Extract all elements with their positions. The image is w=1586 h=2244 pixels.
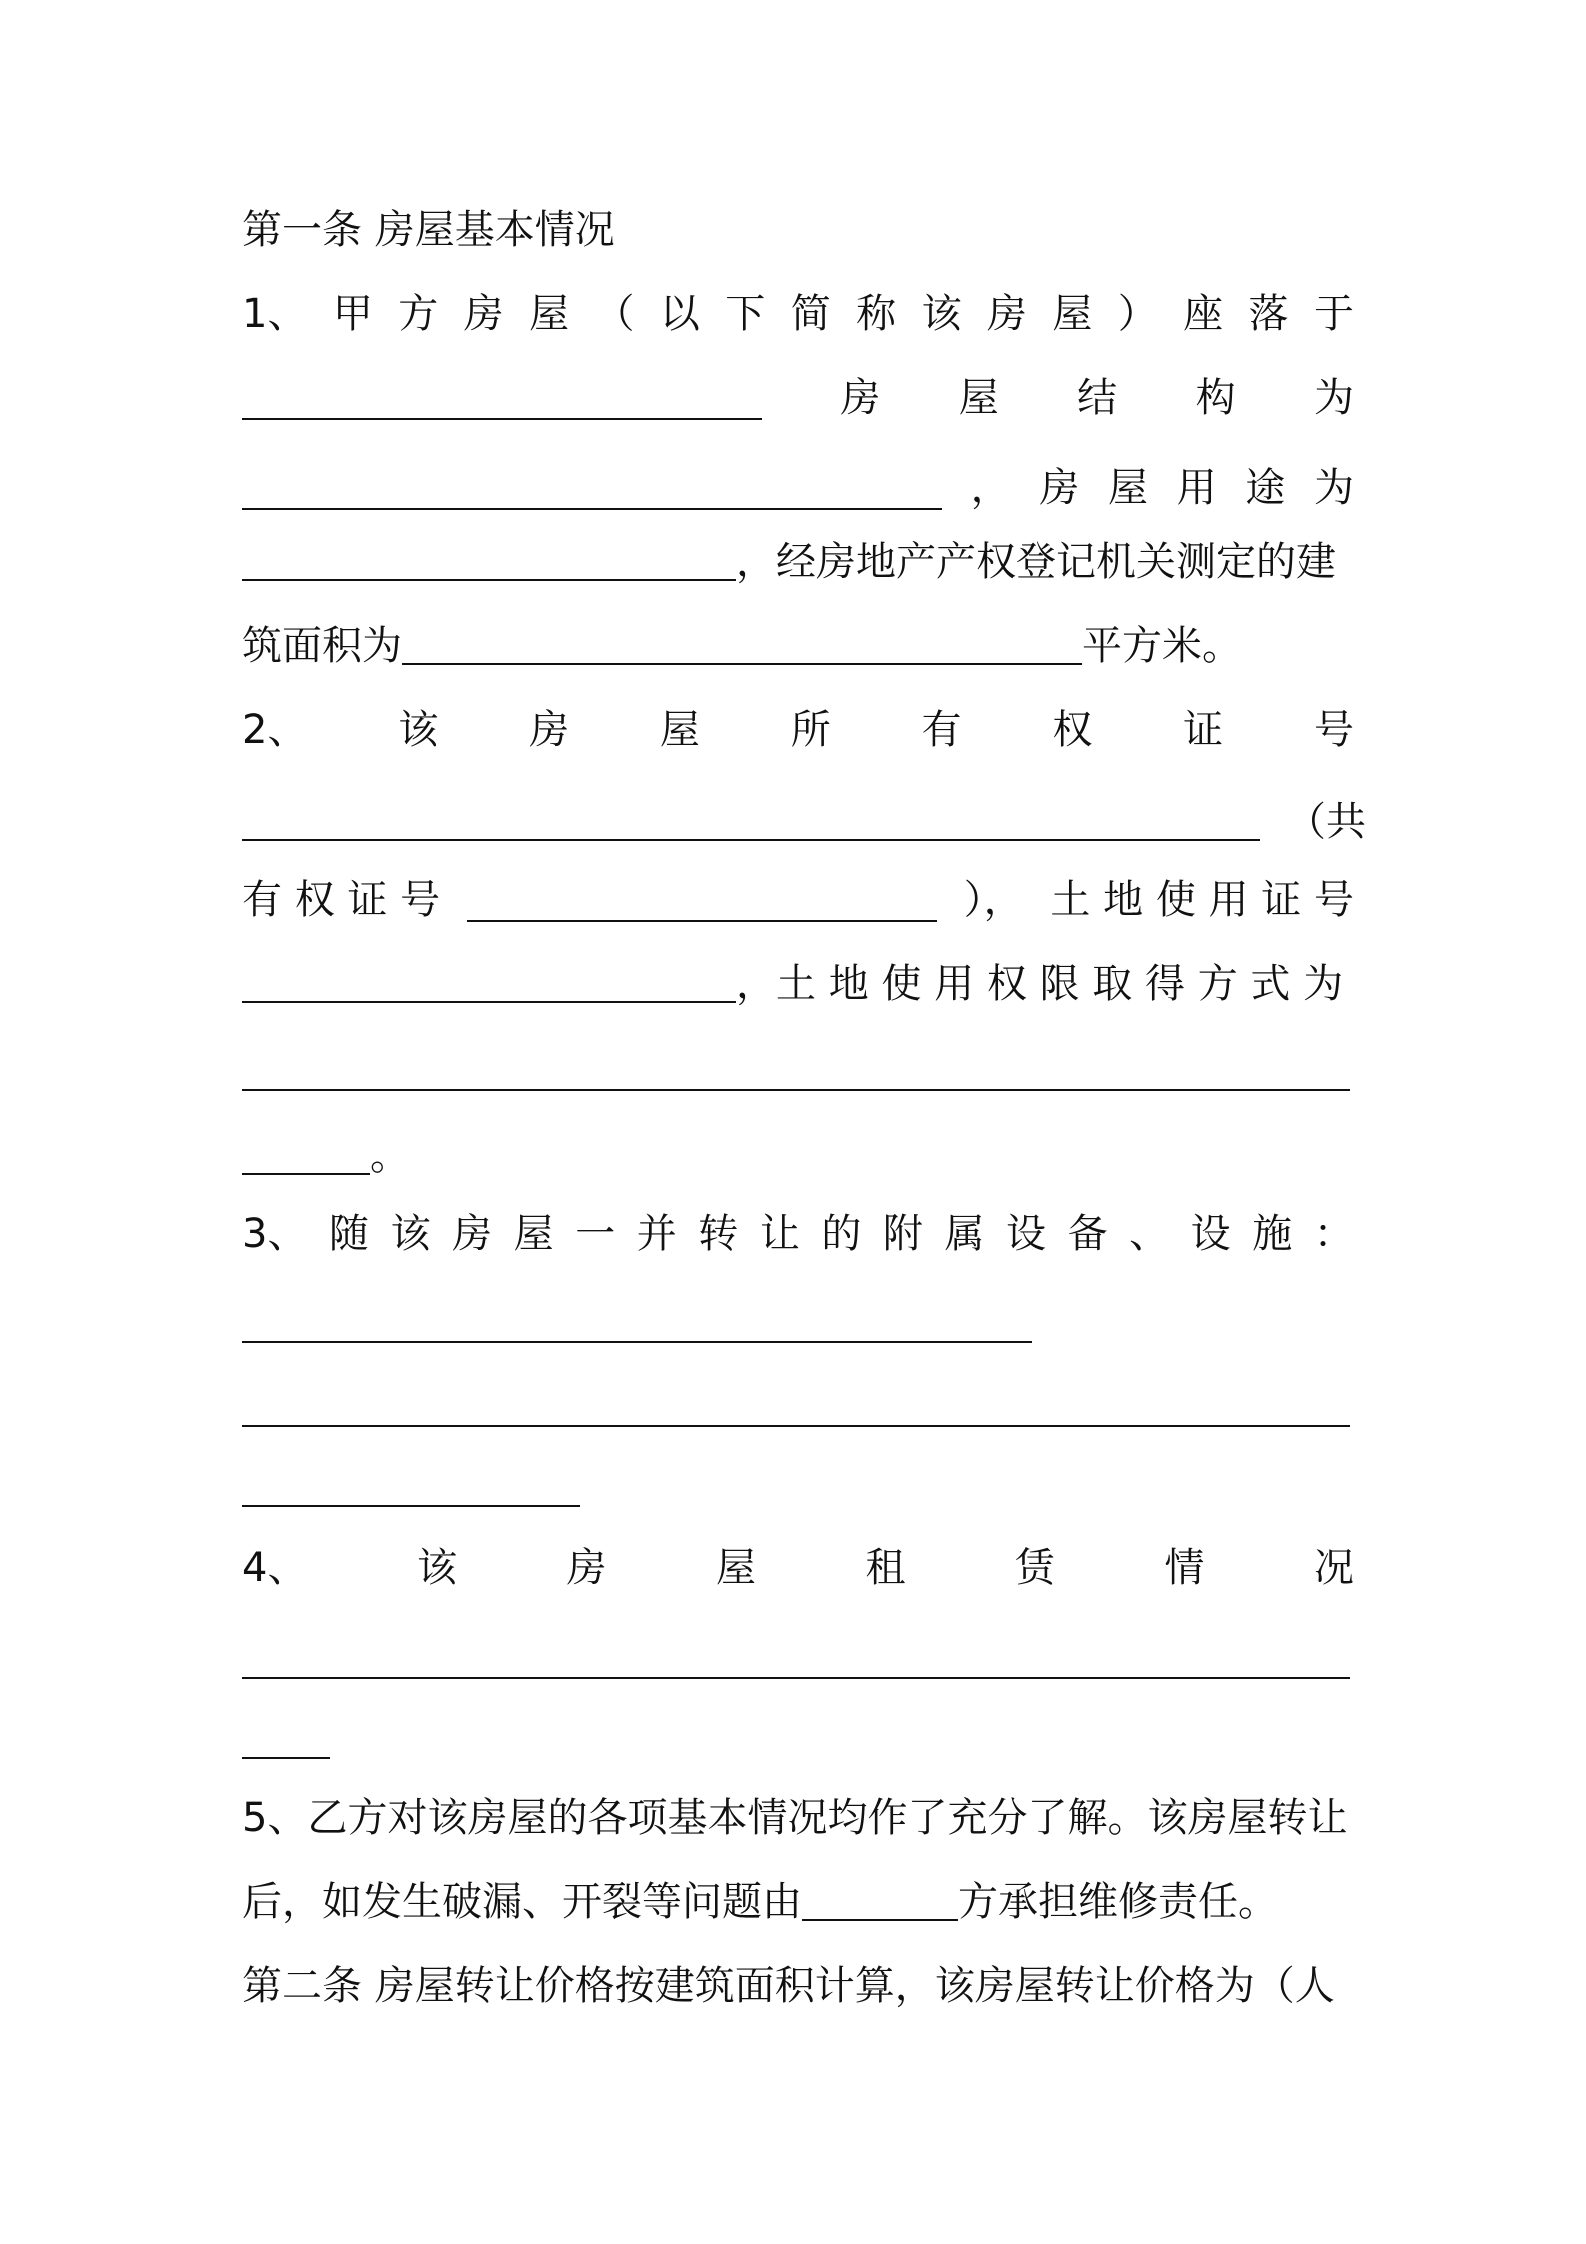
land-right-method-blank-cont[interactable] bbox=[242, 1133, 370, 1175]
item1-line1-char-4: 房 bbox=[463, 291, 504, 337]
facilities-blank-2[interactable] bbox=[242, 1385, 1350, 1427]
item1-line1-char-3: 方 bbox=[398, 291, 439, 337]
item3-line2 bbox=[242, 1296, 1354, 1352]
item4-line1-char-5: 租 bbox=[865, 1545, 906, 1591]
item3-line1-char-14: 备 bbox=[1067, 1211, 1108, 1257]
item1-line1-char-10: 称 bbox=[856, 291, 897, 337]
usage-label-6: 为 bbox=[1313, 465, 1354, 511]
item3-line1-char-7: 并 bbox=[636, 1211, 677, 1257]
item1-line1-char-15: 座 bbox=[1183, 291, 1224, 337]
item2-line5 bbox=[242, 1044, 1354, 1100]
item4-line1-char-7: 情 bbox=[1164, 1545, 1205, 1591]
item1-line1-char-9: 简 bbox=[790, 291, 831, 337]
item1-line1-char-12: 房 bbox=[986, 291, 1027, 337]
item4-line1-char-1: 4、 bbox=[242, 1545, 308, 1591]
usage-label-5: 途 bbox=[1245, 465, 1286, 511]
item4-line1-char-8: 况 bbox=[1313, 1545, 1354, 1591]
article1-title: 第一条 房屋基本情况 bbox=[242, 207, 615, 253]
item1-line1-char-14: ） bbox=[1117, 291, 1158, 337]
item3-line1-char-6: 一 bbox=[575, 1211, 616, 1257]
item3-line1-char-9: 让 bbox=[759, 1211, 800, 1257]
item1-line1-char-5: 屋 bbox=[529, 291, 570, 337]
item4-line1-char-4: 屋 bbox=[715, 1545, 756, 1591]
item5-line1: 5、乙方对该房屋的各项基本情况均作了充分了解。该房屋转让 bbox=[242, 1795, 1348, 1841]
repair-prefix: 后，如发生破漏、开裂等问题由 bbox=[242, 1879, 802, 1925]
item1-line1-char-13: 屋 bbox=[1052, 291, 1093, 337]
item5-line2 bbox=[242, 1874, 1354, 1930]
joint-cert-label: 有 权 证 号 bbox=[242, 877, 441, 923]
structure-blank[interactable] bbox=[242, 468, 942, 510]
item1-line1-char-7: 以 bbox=[659, 291, 700, 337]
article2-line1: 第二条 房屋转让价格按建筑面积计算，该房屋转让价格为（人 bbox=[242, 1963, 1335, 2009]
item3-line1-char-8: 转 bbox=[698, 1211, 739, 1257]
usage-label-4: 用 bbox=[1176, 465, 1217, 511]
item1-line1-char-16: 落 bbox=[1248, 291, 1289, 337]
item2-line1-char-1: 2、 bbox=[242, 707, 308, 753]
item2-line2 bbox=[242, 794, 1366, 850]
item1-line2 bbox=[242, 370, 1354, 426]
usage-label-3: 屋 bbox=[1107, 465, 1148, 511]
item2-line1-char-6: 有 bbox=[921, 707, 962, 753]
item2-period: 。 bbox=[370, 1133, 410, 1179]
item3-line3 bbox=[242, 1380, 1354, 1436]
item1-line4 bbox=[242, 534, 1354, 590]
item2-line1-char-2: 该 bbox=[398, 707, 439, 753]
joint-cert-open: （共 bbox=[1286, 799, 1366, 845]
item2-line6 bbox=[242, 1128, 1354, 1184]
item2-line1-char-9: 号 bbox=[1313, 707, 1354, 753]
item4-line3 bbox=[242, 1712, 1354, 1768]
item1-line5 bbox=[242, 618, 1354, 674]
area-lead-text: ，经房地产产权登记机关测定的建 bbox=[736, 539, 1336, 585]
item3-line1-char-17: 施 bbox=[1252, 1211, 1293, 1257]
lease-blank-1[interactable] bbox=[242, 1637, 1350, 1679]
item2-line1-char-5: 所 bbox=[790, 707, 831, 753]
item1-line1-char-17: 于 bbox=[1313, 291, 1354, 337]
item4-line1 bbox=[242, 1540, 1354, 1596]
item1-line1-char-1: 1、 bbox=[242, 291, 308, 337]
item1-line1-char-6: （ bbox=[594, 291, 635, 337]
item3-line1 bbox=[242, 1206, 1354, 1262]
item3-line1-char-11: 附 bbox=[882, 1211, 923, 1257]
item1-line1-char-11: 该 bbox=[921, 291, 962, 337]
item4-line1-char-3: 房 bbox=[566, 1545, 607, 1591]
repair-party-blank[interactable] bbox=[802, 1879, 958, 1921]
item2-line1-char-4: 屋 bbox=[659, 707, 700, 753]
facilities-blank-1[interactable] bbox=[242, 1301, 1032, 1343]
joint-cert-close: ）， bbox=[963, 877, 1024, 923]
structure-label-1: 房 bbox=[840, 375, 881, 421]
item2-line3 bbox=[242, 872, 1354, 928]
area-blank[interactable] bbox=[402, 623, 1082, 665]
usage-label-1: ， bbox=[970, 465, 1011, 511]
structure-label-5: 为 bbox=[1313, 375, 1354, 421]
item2-line1-char-8: 证 bbox=[1183, 707, 1224, 753]
item3-line1-char-3: 该 bbox=[390, 1211, 431, 1257]
area-suffix: 平方米。 bbox=[1082, 623, 1242, 669]
structure-label-2: 屋 bbox=[958, 375, 999, 421]
item2-line4 bbox=[242, 956, 1354, 1012]
land-cert-blank[interactable] bbox=[242, 961, 736, 1003]
item3-line1-char-18: ： bbox=[1313, 1211, 1354, 1257]
item1-line3 bbox=[242, 460, 1354, 516]
item3-line1-char-15: 、 bbox=[1129, 1211, 1170, 1257]
item1-line1-char-2: 甲 bbox=[332, 291, 373, 337]
cert-number-blank[interactable] bbox=[242, 799, 1260, 841]
item4-line1-char-2: 该 bbox=[416, 1545, 457, 1591]
repair-suffix: 方承担维修责任。 bbox=[958, 1879, 1278, 1925]
item2-line1-char-3: 房 bbox=[529, 707, 570, 753]
land-right-method-label: ，土 地 使 用 权 限 取 得 方 式 为 bbox=[736, 961, 1344, 1007]
item3-line4 bbox=[242, 1460, 1354, 1516]
item3-line1-char-16: 设 bbox=[1190, 1211, 1231, 1257]
item4-line1-char-6: 赁 bbox=[1014, 1545, 1055, 1591]
land-cert-label: 土 地 使 用 证 号 bbox=[1050, 877, 1354, 923]
usage-blank[interactable] bbox=[242, 539, 736, 581]
item3-line1-char-10: 的 bbox=[821, 1211, 862, 1257]
lease-blank-2[interactable] bbox=[242, 1717, 330, 1759]
item3-line1-char-12: 属 bbox=[944, 1211, 985, 1257]
item3-line1-char-13: 设 bbox=[1006, 1211, 1047, 1257]
facilities-blank-3[interactable] bbox=[242, 1465, 580, 1507]
item1-line1-char-8: 下 bbox=[725, 291, 766, 337]
item1-line1 bbox=[242, 286, 1354, 342]
address-blank[interactable] bbox=[242, 378, 762, 420]
item3-line1-char-5: 屋 bbox=[513, 1211, 554, 1257]
joint-cert-blank[interactable] bbox=[467, 880, 937, 922]
item3-line1-char-2: 随 bbox=[329, 1211, 369, 1257]
item4-line2 bbox=[242, 1632, 1354, 1688]
structure-label-4: 构 bbox=[1195, 375, 1236, 421]
usage-label-2: 房 bbox=[1039, 465, 1080, 511]
area-prefix: 筑面积为 bbox=[242, 623, 402, 669]
structure-label-3: 结 bbox=[1077, 375, 1118, 421]
item2-line1 bbox=[242, 702, 1354, 758]
item3-line1-char-4: 房 bbox=[452, 1211, 493, 1257]
item2-line1-char-7: 权 bbox=[1052, 707, 1093, 753]
land-right-method-blank[interactable] bbox=[242, 1049, 1350, 1091]
item3-line1-char-1: 3、 bbox=[242, 1211, 308, 1257]
